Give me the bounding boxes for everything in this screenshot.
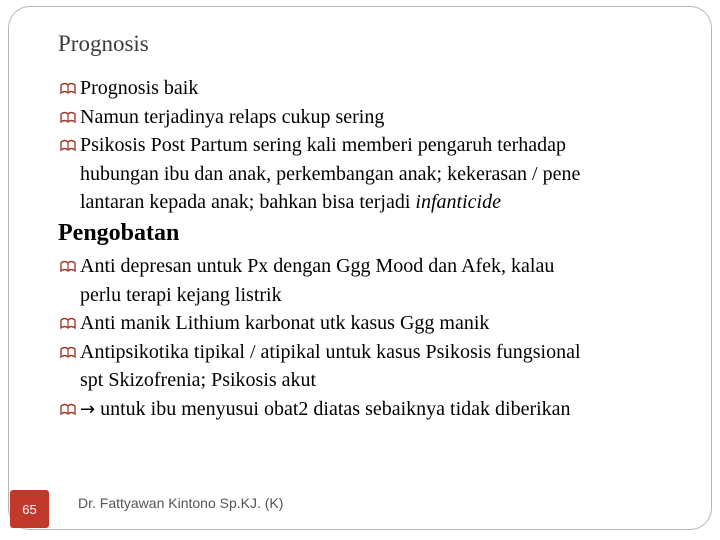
list-item [60, 74, 700, 103]
bullet-text: Antipsikotika tipikal / atipikal untuk kasus Psikosis fungsional [80, 340, 581, 363]
list-item [60, 309, 700, 338]
prognosis-list [60, 74, 700, 217]
page-number-badge: 65 [10, 490, 49, 528]
bullet-text: Prognosis baik [80, 77, 199, 99]
open-book-icon [60, 139, 76, 152]
open-book-icon [60, 403, 76, 416]
list-item [60, 131, 700, 217]
footer-author: Dr. Fattyawan Kintono Sp.KJ. (K) [78, 495, 284, 511]
italic-term: infanticide [415, 191, 501, 213]
open-book-icon [60, 317, 76, 330]
list-item [60, 338, 700, 395]
open-book-icon [60, 346, 76, 359]
list-item [60, 395, 700, 425]
bullet-text: Namun terjadinya relaps cukup sering [80, 105, 385, 128]
bullet-text-segment: lantaran kepada anak; bahkan bisa terjadi [80, 191, 416, 213]
list-item [60, 252, 700, 309]
open-book-icon [60, 260, 76, 273]
bullet-text: Anti manik Lithium karbonat utk kasus Ggg manik [80, 312, 490, 334]
bullet-text: Anti depresan untuk Px dengan Ggg Mood dan Afek, kalau [80, 255, 555, 277]
open-book-icon [60, 111, 76, 124]
bullet-text: untuk ibu menyusui obat2 diatas sebaiknya tidak diberikan [100, 397, 571, 420]
section-title-pengobatan: Pengobatan [58, 220, 180, 246]
right-arrow-icon: → [80, 398, 96, 420]
bullet-text-continuation: hubungan ibu dan anak, perkembangan anak; kekerasan / pene [80, 162, 581, 185]
bullet-text-continuation [80, 188, 700, 217]
pengobatan-list [60, 252, 700, 424]
bullet-text-continuation: spt Skizofrenia; Psikosis akut [80, 369, 317, 391]
bullet-text: Psikosis Post Partum sering kali memberi pengaruh terhadap [80, 134, 567, 156]
list-item [60, 103, 700, 132]
open-book-icon [60, 82, 76, 95]
bullet-text-continuation: perlu terapi kejang listrik [80, 283, 282, 306]
section-title-prognosis: Prognosis [58, 31, 149, 56]
